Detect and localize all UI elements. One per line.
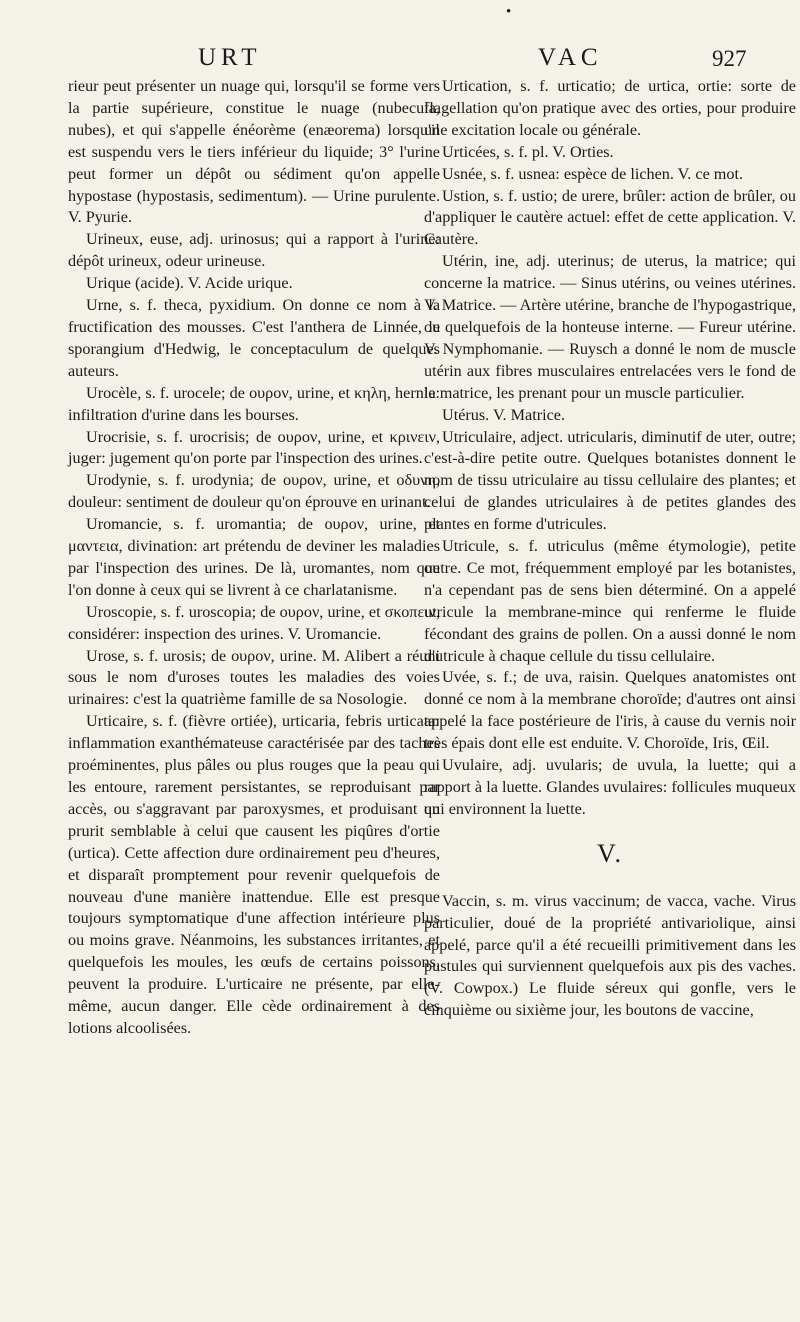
running-head-left: URT bbox=[198, 44, 262, 71]
entry-text: Uroscopie, s. f. uroscopia; de ουρον, urine, et σκοπειν, considérer: inspection des urines. V. Uromancie. bbox=[68, 602, 440, 643]
entry-text: Urique (acide). V. Acide urique. bbox=[86, 274, 293, 293]
right-column bbox=[424, 76, 796, 1022]
entry-text: Urtication, s. f. urticatio; de urtica, ortie: sorte de flagellation qu'on pratique avec des orties, pour produire une excitation locale ou générale. bbox=[424, 77, 796, 139]
entry-text: Urose, s. f. urosis; de ουρον, urine. M. Alibert a réuni sous le nom d'uroses toutes les maladies des voies urinaires: c'est la quatrième famille de sa Nosologie. bbox=[68, 646, 440, 709]
running-head-right: VAC bbox=[538, 44, 603, 71]
page-number: 927 bbox=[712, 46, 747, 71]
entry-text: Uvée, s. f.; de uva, raisin. Quelques anatomistes ont donné ce nom à la membrane choroïde; d'autres ont ainsi appelé la face postérieure de l'iris, à cause du vernis noir très épais dont elle est enduite. V. Choroïde, Iris, Œil. bbox=[424, 668, 796, 753]
entry-text: Utricule, s. f. utriculus (même étymologie), petite outre. Ce mot, fréquemment employé par les botanistes, n'a cependant pas de sens bien déterminé. On a appelé utricule la membrane-mince qui renferme le fluide fécondant des grains de pollen. On a aussi donné le nom d'utricule à chaque cellule du tissu cellulaire. bbox=[424, 537, 796, 665]
entry-text: Urocèle, s. f. urocele; de ουρον, urine, et κηλη, hernie: infiltration d'urine dans les bourses. bbox=[68, 383, 440, 424]
entry-text: Urticées, s. f. pl. V. Orties. bbox=[442, 142, 614, 161]
left-column bbox=[68, 76, 440, 1040]
entry-text: Urne, s. f. theca, pyxidium. On donne ce nom à la fructification des mousses. C'est l'anthera de Linnée, le sporangium d'Hedwig, le conceptaculum de quelques auteurs. bbox=[68, 296, 440, 380]
section-letter-heading: V. bbox=[597, 838, 623, 868]
entry-text: Utérus. V. Matrice. bbox=[442, 405, 566, 424]
entry-text: Ustion, s. f. ustio; de urere, brûler: action de brûler, ou d'appliquer le cautère actuel: effet de cette application. V. Cautère. bbox=[424, 186, 796, 249]
entry-text: rieur peut présenter un nuage qui, lorsqu'il se forme vers la partie supérieure, constitue le nuage (nubecula, nubes), et qui s'appelle énéorème (enæorema) lorsqu'il est suspendu vers le tiers inférieur du liquide; 3° l'urine peut former un dépôt ou sédiment qu'on appelle hypostase (hypostasis, sedimentum). — Urine purulente. V. Pyurie. bbox=[68, 77, 440, 227]
entry-text: Urineux, euse, adj. urinosus; qui a rapport à l'urine: dépôt urineux, odeur urineuse. bbox=[68, 230, 440, 271]
entry-text: Utriculaire, adject. utricularis, diminutif de uter, outre; c'est-à-dire petite outre. Quelques botanistes donnent le nom de tissu utriculaire au tissu cellulaire des plantes; et celui de glandes utriculaires à de petites glandes des plantes en forme d'utricules. bbox=[424, 427, 796, 534]
entry-text: Usnée, s. f. usnea: espèce de lichen. V. ce mot. bbox=[442, 164, 744, 183]
entry-text: Urticaire, s. f. (fièvre ortiée), urticaria, febris urticata: inflammation exanthémateuse caractérisée par des taches proéminentes, plus pâles ou plus rouges que la peau qui les entoure, rarement persistantes, se reproduisant par accès, ou s'aggravant par paroxysmes, et produisant un prurit semblable à celui que causent les piqûres d'ortie (urtica). Cette affection dure ordinairement peu d'heures, et disparaît promptement pour revenir quelquefois de nouveau d'une manière inattendue. Elle est presque toujours symptomatique d'une affection intérieure plus ou moins grave. Néanmoins, les substances irritantes, et quelquefois les moules, les œufs de certains poissons, peuvent la produire. L'urticaire ne présente, par elle-même, aucun danger. Elle cède ordinairement à des lotions alcoolisées. bbox=[68, 712, 440, 1037]
entry-text: Urodynie, s. f. urodynia; de ουρον, urine, et οδυνη, douleur: sentiment de douleur qu'on éprouve en urinant. bbox=[68, 471, 440, 512]
entry-text: Uvulaire, adj. uvularis; de uvula, la luette; qui a rapport à la luette. Glandes uvulaires: follicules muqueux qui environnent la luette. bbox=[424, 756, 796, 818]
entry-text: Utérin, ine, adj. uterinus; de uterus, la matrice; qui concerne la matrice. — Sinus utérins, ou veines utérines. V. Matrice. — Artère utérine, branche de l'hypogastrique, ou quelquefois de la honteuse interne. — Fureur utérine. V. Nymphomanie. — Ruysch a donné le nom de muscle utérin aux fibres musculaires entrelacées vers le fond de la matrice, les prenant pour un muscle particulier. bbox=[424, 252, 796, 402]
entry-text: Urocrisie, s. f. urocrisis; de ουρον, urine, et κρινειν, juger: jugement qu'on porte par l'inspection des urines. bbox=[68, 427, 440, 468]
top-mark: • bbox=[506, 4, 512, 20]
entry-text: Vaccin, s. m. virus vaccinum; de vacca, vache. Virus particulier, doué de la propriété antivariolique, ainsi appelé, parce qu'il a été recueilli primitivement dans les pustules qui surviennent quelquefois aux pis des vaches. (V. Cowpox.) Le fluide séreux qui gonfle, vers le cinquième ou sixième jour, les boutons de vaccine, bbox=[424, 891, 796, 1020]
entry-text: Uromancie, s. f. uromantia; de ουρον, urine, et μαντεια, divination: art prétendu de deviner les maladies par l'inspection des urines. De là, uromantes, nom que l'on donne à ceux qui se livrent à ce charlatanisme. bbox=[68, 515, 440, 599]
